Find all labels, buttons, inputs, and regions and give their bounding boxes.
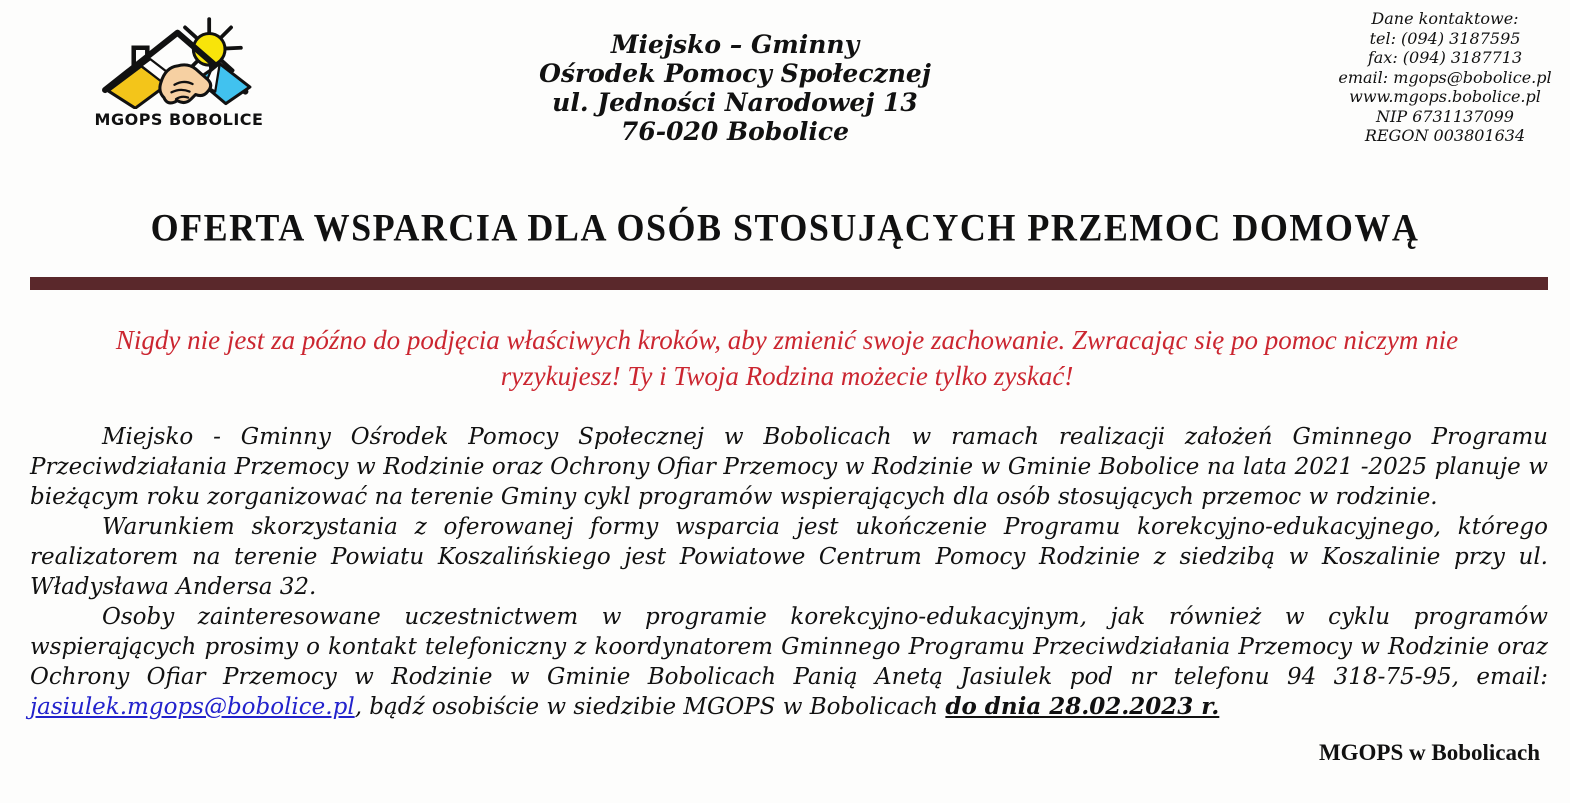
page-title: OFERTA WSPARCIA DLA OSÓB STOSUJĄCYCH PRZEMOC DOMOWĄ xyxy=(150,206,1420,250)
paragraph-2: Warunkiem skorzystania z oferowanej formy wsparcia jest ukończenie Programu korekcyjno-edukacyjnego, którego realizatorem na terenie Powiatu Koszalińskiego jest Powiatowe Centrum Pomocy Rodzinie z siedzibą w Koszalinie przy ul. Władysława Andersa 32. xyxy=(30,514,1548,600)
notice-text xyxy=(26,322,1548,394)
divider-bar xyxy=(30,277,1548,290)
contact-heading: Dane kontaktowe: xyxy=(1371,9,1519,28)
contact-email: email: mgops@bobolice.pl xyxy=(1338,67,1552,87)
org-address xyxy=(0,30,1470,146)
email-link[interactable]: jasiulek.mgops@bobolice.pl xyxy=(30,694,355,720)
org-line-3: ul. Jedności Narodowej 13 xyxy=(552,88,918,117)
paragraph-3-text: Osoby zainteresowane uczestnictwem w programie korekcyjno-edukacyjnym, jak również w cyklu programów wspierających prosimy o kontakt telefoniczny z koordynatorem Gminnego Programu Przeciwdziałania Przemocy w Rodzinie oraz Ochrony Ofiar Przemocy w Rodzinie w Gminie Bobolicach Panią Anetą Jasiulek pod nr telefonu 94 318-75-95, email: xyxy=(30,604,1548,690)
contact-fax: fax: (094) 3187713 xyxy=(1367,48,1523,67)
notice-line-1: Nigdy nie jest za późno do podjęcia właściwych kroków, aby zmienić swoje zachowanie. Zwracając się po pomoc niczym nie xyxy=(115,325,1459,355)
org-line-4: 76-020 Bobolice xyxy=(620,117,850,146)
contact-details xyxy=(1330,9,1560,146)
body-text xyxy=(30,422,1548,722)
contact-tel: tel: (094) 3187595 xyxy=(1369,28,1521,48)
paragraph-3-text-after: , bądź osobiście w siedzibie MGOPS w Bobolicach xyxy=(354,694,946,720)
deadline-text: do dnia 28.02.2023 r. xyxy=(945,693,1220,720)
logo-caption: MGOPS BOBOLICE xyxy=(94,110,264,129)
paragraph-3 xyxy=(30,602,1548,722)
contact-www: www.mgops.bobolice.pl xyxy=(1349,87,1541,106)
contact-regon: REGON 003801634 xyxy=(1364,126,1526,145)
org-line-2: Ośrodek Pomocy Społecznej xyxy=(539,59,931,88)
notice-line-2: ryzykujesz! Ty i Twoja Rodzina możecie tylko zyskać! xyxy=(500,361,1074,391)
contact-nip: NIP 6731137099 xyxy=(1376,106,1514,126)
org-line-1: Miejsko – Gminny xyxy=(610,30,860,59)
paragraph-1: Miejsko - Gminny Ośrodek Pomocy Społecznej w Bobolicach w ramach realizacji założeń Gminnego Programu Przeciwdziałania Przemocy w Rodzinie oraz Ochrony Ofiar Przemocy w Rodzinie w Gminie Bobolice na lata 2021 -2025 planuje w bieżącym roku zorganizować na terenie Gminy cykl programów wspierających dla osób stosujących przemoc w rodzinie. xyxy=(30,424,1548,510)
footer-signature: MGOPS w Bobolicach xyxy=(1318,740,1540,765)
